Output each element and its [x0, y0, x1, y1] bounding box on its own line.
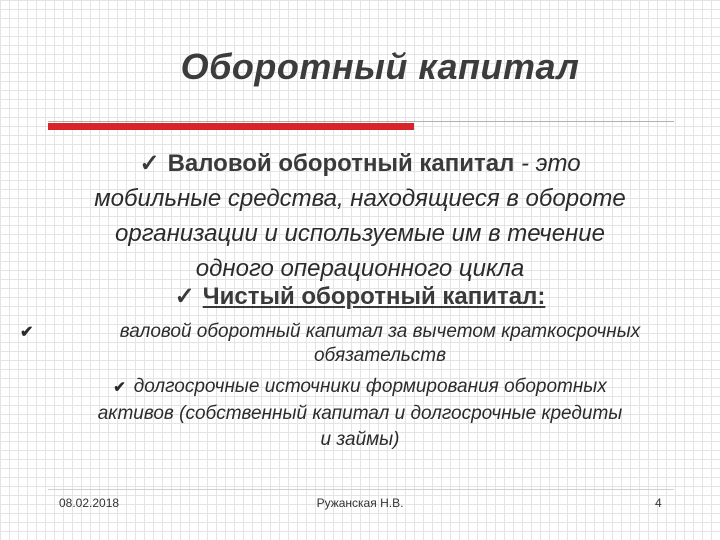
- definition-line1: - это: [514, 150, 581, 177]
- title-red-rule: [48, 123, 414, 130]
- checkmark-icon: ✓: [174, 283, 195, 310]
- definition-line3: организации и используемые им в течение: [115, 220, 605, 247]
- paragraph-gross-working-capital: [0, 146, 720, 286]
- term-gross: Валовой оборотный капитал: [167, 150, 515, 177]
- net-def1-line2: обязательств: [313, 345, 447, 366]
- net-definition-2: [0, 374, 720, 453]
- definition-line4: одного операционного цикла: [195, 255, 525, 282]
- net-def2-line2: активов (собственный капитал и долгосрочные кредиты: [97, 403, 623, 424]
- definition-line2: мобильные средства, находящиеся в обороте: [94, 185, 626, 212]
- term-net: Чистый оборотный капитал:: [202, 283, 546, 310]
- slide-title: Оборотный капитал: [180, 46, 580, 87]
- check-bullet-icon: ✔: [113, 379, 126, 396]
- net-definition-1: [0, 320, 720, 368]
- footer-page-number: 4: [655, 496, 662, 510]
- footer-rule: [48, 489, 674, 490]
- paragraph-net-working-capital: [0, 282, 720, 311]
- net-def2-line3: и займы): [320, 429, 400, 450]
- footer-date: 08.02.2018: [59, 496, 120, 510]
- net-def2-line1: долгосрочные источники формирования оборотных: [133, 376, 607, 397]
- net-def1-line1: валовой оборотный капитал за вычетом краткосрочных: [119, 321, 641, 342]
- checkmark-icon: ✓: [139, 150, 160, 177]
- check-bullet-icon: ✔: [20, 324, 34, 341]
- title-thin-rule: [48, 121, 674, 122]
- footer-author: Ружанская Н.В.: [316, 496, 404, 510]
